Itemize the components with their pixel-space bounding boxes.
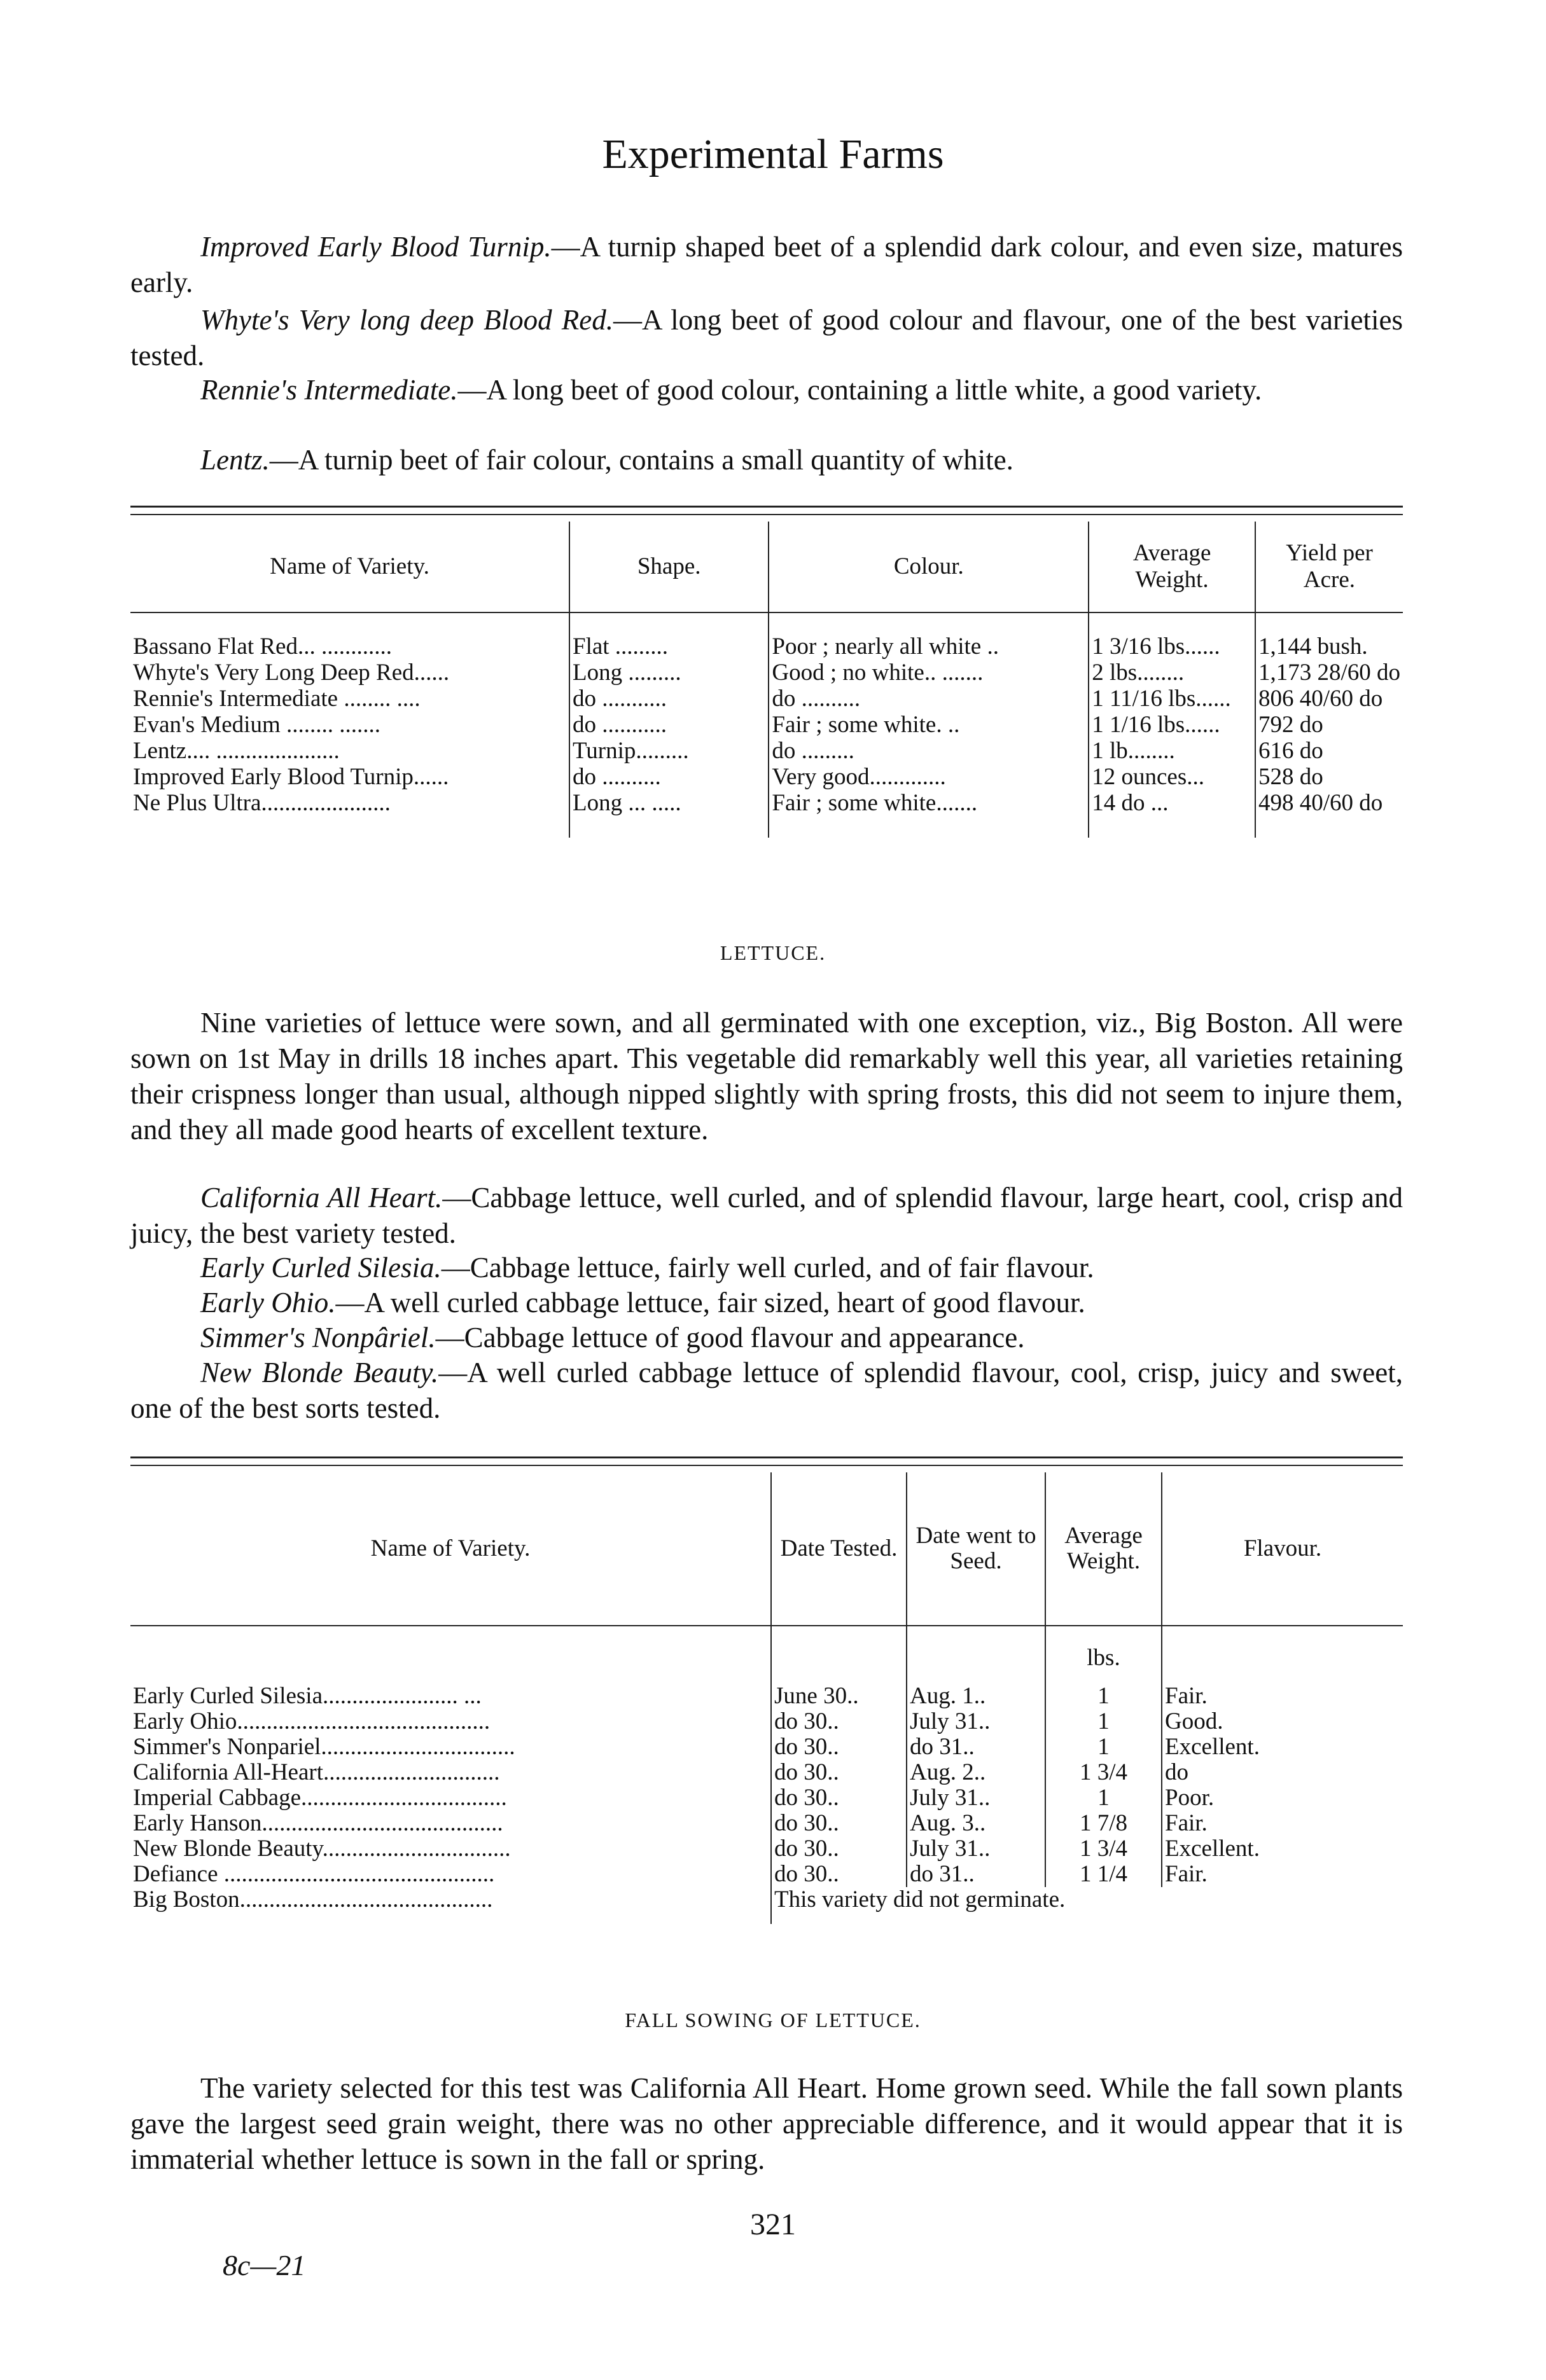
flavour: Excellent.	[1162, 1836, 1403, 1862]
fall-sowing-text: The variety selected for this test was California All Heart. Home grown seed. While the fall sown plants gave the largest seed grain weight, there was no other appreciable difference, and it would appear that it is immaterial whether lettuce is sown in the fall or spring.	[130, 2072, 1403, 2175]
variety-name: Lentz.... .....................	[133, 738, 340, 764]
table-row	[130, 790, 1403, 838]
table-row	[130, 764, 1403, 790]
column-header-average-weight: Average Weight.	[1089, 522, 1255, 612]
variety-name: Bassano Flat Red... ............	[133, 633, 392, 660]
date-tested: do 30..	[771, 1811, 907, 1836]
colour: do ..........	[769, 686, 1089, 712]
table-top-rule	[130, 1456, 1403, 1458]
colour: Very good.............	[769, 764, 1089, 790]
table-row	[130, 686, 1403, 712]
table-top-rule-thin	[130, 1465, 1403, 1466]
variety-name: Early Hanson.........................................	[133, 1810, 503, 1836]
lettuce-description-1: California All Heart.—Cabbage lettuce, well curled, and of splendid flavour, large heart, cool, crisp and juicy, the best variety tested.	[130, 1182, 1403, 1249]
average-weight: 1	[1045, 1785, 1162, 1811]
average-weight: 1 1/16 lbs......	[1089, 712, 1255, 738]
variety-name: Evan's Medium ........ .......	[133, 712, 380, 738]
table-row	[130, 1785, 1403, 1811]
colour: Poor ; nearly all white ..	[769, 612, 1089, 660]
date-to-seed: do 31..	[907, 1862, 1045, 1887]
lettuce-variety-table	[130, 1472, 1403, 1924]
variety-name: Defiance ..............................................	[133, 1861, 495, 1887]
weight-unit: lbs.	[1045, 1626, 1162, 1684]
variety-name: Whyte's Very Long Deep Red......	[133, 660, 450, 686]
flavour: do	[1162, 1760, 1403, 1785]
date-tested: do 30..	[771, 1785, 907, 1811]
table-row	[130, 1734, 1403, 1760]
column-header-shape: Shape.	[569, 522, 769, 612]
table-row	[130, 1760, 1403, 1785]
beet-description-3: Rennie's Intermediate.—A long beet of good colour, containing a little white, a good variety.	[200, 374, 1262, 406]
date-to-seed: July 31..	[907, 1785, 1045, 1811]
table-row	[130, 1887, 1403, 1924]
yield: 806 40/60 do	[1255, 686, 1403, 712]
date-to-seed: Aug. 3..	[907, 1811, 1045, 1836]
germination-note: This variety did not germinate.	[771, 1887, 1403, 1924]
shape: Long ... .....	[569, 790, 769, 838]
flavour: Good.	[1162, 1709, 1403, 1734]
shape: Long .........	[569, 660, 769, 686]
column-header-flavour: Flavour.	[1162, 1472, 1403, 1626]
flavour: Fair.	[1162, 1811, 1403, 1836]
date-to-seed: Aug. 2..	[907, 1760, 1045, 1785]
flavour: Poor.	[1162, 1785, 1403, 1811]
beet-description-1: Improved Early Blood Turnip.—A turnip shaped beet of a splendid dark colour, and even size, matures early.	[130, 231, 1403, 298]
variety-name: Simmer's Nonpariel.................................	[133, 1734, 515, 1760]
lettuce-intro: Nine varieties of lettuce were sown, and all germinated with one exception, viz., Big Boston. All were sown on 1st May in drills 18 inches apart. This vegetable did remarkably well this year, all varieties retaining their crispness longer than usual, although nipped slightly with spring frosts, this did not seem to injure them, and they all made good hearts of excellent texture.	[130, 1007, 1403, 1145]
shape: do ..........	[569, 764, 769, 790]
yield: 792 do	[1255, 712, 1403, 738]
flavour: Excellent.	[1162, 1734, 1403, 1760]
average-weight: 1	[1045, 1709, 1162, 1734]
table-row	[130, 1836, 1403, 1862]
colour: Fair ; some white.......	[769, 790, 1089, 838]
average-weight: 1	[1045, 1684, 1162, 1709]
column-header-date-to-seed: Date went to Seed.	[907, 1472, 1045, 1626]
column-header-average-weight: Average Weight.	[1045, 1472, 1162, 1626]
table-header-row	[130, 1472, 1403, 1626]
average-weight: 14 do ...	[1089, 790, 1255, 838]
table-row	[130, 660, 1403, 686]
table-row	[130, 1811, 1403, 1836]
column-header-name: Name of Variety.	[130, 1472, 771, 1626]
variety-name: Ne Plus Ultra......................	[133, 790, 391, 816]
section-heading-lettuce: LETTUCE.	[720, 941, 826, 964]
average-weight: 1	[1045, 1734, 1162, 1760]
beet-description-2: Whyte's Very long deep Blood Red.—A long beet of good colour and flavour, one of the best varieties tested.	[130, 304, 1403, 371]
variety-name: Imperial Cabbage...................................	[133, 1785, 507, 1811]
column-header-name: Name of Variety.	[130, 522, 569, 612]
table-row	[130, 1709, 1403, 1734]
average-weight: 1 1/4	[1045, 1862, 1162, 1887]
flavour: Fair.	[1162, 1684, 1403, 1709]
date-to-seed: Aug. 1..	[907, 1684, 1045, 1709]
colour: Good ; no white.. .......	[769, 660, 1089, 686]
average-weight: 1 3/16 lbs......	[1089, 612, 1255, 660]
average-weight: 1 3/4	[1045, 1836, 1162, 1862]
date-tested: June 30..	[771, 1684, 907, 1709]
yield: 616 do	[1255, 738, 1403, 764]
average-weight: 1 7/8	[1045, 1811, 1162, 1836]
table-row	[130, 1862, 1403, 1887]
date-tested: do 30..	[771, 1734, 907, 1760]
date-tested: do 30..	[771, 1760, 907, 1785]
lettuce-description-2: Early Curled Silesia.—Cabbage lettuce, fairly well curled, and of fair flavour.	[200, 1252, 1094, 1283]
average-weight: 12 ounces...	[1089, 764, 1255, 790]
variety-name: Early Curled Silesia....................... ...	[133, 1683, 482, 1709]
lettuce-description-3: Early Ohio.—A well curled cabbage lettuce, fair sized, heart of good flavour.	[200, 1287, 1085, 1318]
variety-name: New Blonde Beauty................................	[133, 1836, 511, 1862]
variety-name: Improved Early Blood Turnip......	[133, 764, 449, 790]
sheet-signature-mark: 8c—21	[223, 2249, 306, 2281]
yield: 1,173 28/60 do	[1255, 660, 1403, 686]
lettuce-description-4: Simmer's Nonpâriel.—Cabbage lettuce of good flavour and appearance.	[200, 1322, 1025, 1353]
section-heading-fall-sowing: FALL SOWING OF LETTUCE.	[625, 2009, 921, 2031]
date-to-seed: July 31..	[907, 1836, 1045, 1862]
average-weight: 2 lbs........	[1089, 660, 1255, 686]
page-title: Experimental Farms	[602, 131, 944, 177]
table-header-row	[130, 522, 1403, 612]
table-row	[130, 1684, 1403, 1709]
average-weight: 1 lb........	[1089, 738, 1255, 764]
variety-name: Rennie's Intermediate ........ ....	[133, 686, 421, 712]
average-weight: 1 11/16 lbs......	[1089, 686, 1255, 712]
average-weight: 1 3/4	[1045, 1760, 1162, 1785]
shape: Turnip.........	[569, 738, 769, 764]
page-number: 321	[750, 2208, 796, 2241]
yield: 498 40/60 do	[1255, 790, 1403, 838]
date-tested: do 30..	[771, 1862, 907, 1887]
beet-description-4: Lentz.—A turnip beet of fair colour, contains a small quantity of white.	[200, 444, 1013, 476]
table-top-rule	[130, 506, 1403, 508]
shape: do ...........	[569, 686, 769, 712]
date-to-seed: July 31..	[907, 1709, 1045, 1734]
yield: 1,144 bush.	[1255, 612, 1403, 660]
column-header-yield: Yield per Acre.	[1255, 522, 1403, 612]
table-top-rule-thin	[130, 514, 1403, 515]
flavour: Fair.	[1162, 1862, 1403, 1887]
colour: do .........	[769, 738, 1089, 764]
variety-name: Early Ohio...........................................	[133, 1708, 491, 1734]
variety-name: California All-Heart..............................	[133, 1759, 500, 1785]
column-header-date-tested: Date Tested.	[771, 1472, 907, 1626]
colour: Fair ; some white. ..	[769, 712, 1089, 738]
table-row	[130, 612, 1403, 660]
date-tested: do 30..	[771, 1709, 907, 1734]
shape: Flat .........	[569, 612, 769, 660]
table-row	[130, 738, 1403, 764]
beet-variety-table	[130, 522, 1403, 838]
variety-name: Big Boston...........................................	[133, 1886, 493, 1913]
date-to-seed: do 31..	[907, 1734, 1045, 1760]
column-header-colour: Colour.	[769, 522, 1089, 612]
yield: 528 do	[1255, 764, 1403, 790]
lettuce-description-5: New Blonde Beauty.—A well curled cabbage lettuce of splendid flavour, cool, crisp, juicy and sweet, one of the best sorts tested.	[130, 1357, 1403, 1424]
units-row	[130, 1626, 1403, 1684]
table-row	[130, 712, 1403, 738]
date-tested: do 30..	[771, 1836, 907, 1862]
shape: do ...........	[569, 712, 769, 738]
